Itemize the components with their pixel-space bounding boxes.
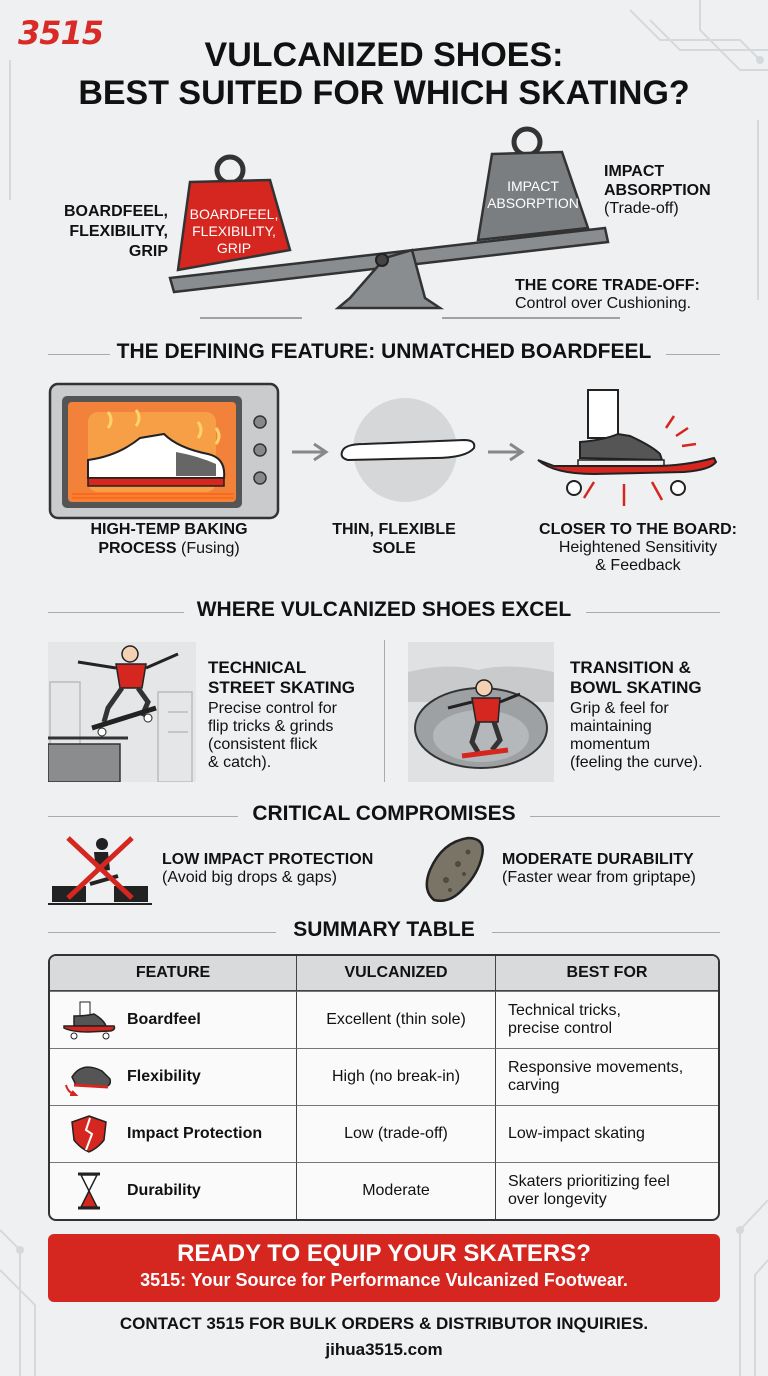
core-tradeoff-note: THE CORE TRADE-OFF: Control over Cushioning. [515, 277, 700, 312]
col-header-best-for: BEST FOR [495, 956, 718, 991]
skate-shoe-icon [61, 998, 117, 1042]
worn-sole-icon [420, 834, 490, 906]
table-row [50, 1048, 718, 1105]
website-link[interactable]: jihua3515.com [325, 1340, 443, 1359]
thin-sole-illustration [334, 396, 480, 506]
brand-logo: 3515 [18, 14, 104, 52]
no-drops-icon [48, 836, 152, 906]
arrow-right-icon [288, 440, 332, 464]
cta-subline: 3515: Your Source for Performance Vulcanized Footwear. [140, 1270, 628, 1290]
step1-caption: HIGH-TEMP BAKING PROCESS (Fusing) [90, 521, 248, 557]
section-summary-table: SUMMARY TABLE [0, 918, 768, 948]
feature-name: Impact Protection [127, 1125, 263, 1142]
cta-headline: READY TO EQUIP YOUR SKATERS? [177, 1240, 591, 1267]
best-for-line: over longevity [508, 1191, 607, 1208]
cta-banner[interactable] [48, 1234, 720, 1302]
shoe-on-skateboard-illustration [534, 388, 724, 512]
feature-name: Boardfeel [127, 1011, 201, 1028]
hourglass-icon [61, 1169, 117, 1213]
broken-shield-icon [61, 1112, 117, 1156]
col-header-vulcanized: VULCANIZED [296, 956, 495, 991]
divider [384, 640, 385, 782]
table-row [50, 991, 718, 1048]
col-header-feature: FEATURE [50, 956, 296, 991]
street-skater-illustration [48, 642, 196, 782]
step3-caption: CLOSER TO THE BOARD: Heightened Sensitivity & Feedback [539, 521, 737, 574]
section-where-excel: WHERE VULCANIZED SHOES EXCEL [0, 598, 768, 628]
left-side-caption: BOARDFEEL, FLEXIBILITY, GRIP [64, 203, 168, 260]
vulcanized-value: High (no break-in) [296, 1048, 495, 1105]
vulcanized-value: Low (trade-off) [296, 1105, 495, 1162]
step2-caption: THIN, FLEXIBLE SOLE [332, 521, 456, 557]
summary-table [48, 954, 720, 1221]
feature-name: Durability [127, 1182, 201, 1199]
best-for-line: carving [508, 1077, 560, 1094]
table-row [50, 1162, 718, 1219]
page-title-line1: VULCANIZED SHOES: [204, 36, 564, 74]
best-for-line: Low-impact skating [508, 1125, 645, 1142]
best-for-line: precise control [508, 1020, 613, 1037]
section-defining-feature: THE DEFINING FEATURE: UNMATCHED BOARDFEEL [0, 340, 768, 370]
table-row [50, 1105, 718, 1162]
left-weight-label: BOARDFEEL, FLEXIBILITY, GRIP [189, 206, 279, 256]
best-for-line: Responsive movements, [508, 1059, 684, 1076]
section-critical-compromises: CRITICAL COMPROMISES [0, 802, 768, 832]
table-header-row [50, 956, 718, 991]
flex-shoe-icon [61, 1055, 117, 1099]
moderate-durability-note: MODERATE DURABILITY (Faster wear from griptape) [502, 851, 696, 886]
low-impact-note: LOW IMPACT PROTECTION (Avoid big drops & gaps) [162, 851, 374, 886]
arrow-right-icon-2 [484, 440, 528, 464]
feature-name: Flexibility [127, 1068, 201, 1085]
contact-line: CONTACT 3515 FOR BULK ORDERS & DISTRIBUTOR INQUIRIES. [119, 1314, 649, 1333]
vulcanized-value: Excellent (thin sole) [296, 991, 495, 1048]
right-weight-label: IMPACT ABSORPTION [487, 178, 579, 211]
bowl-skater-illustration [408, 642, 554, 782]
bowl-skating-card: TRANSITION & BOWL SKATING Grip & feel for maintaining momentum (feeling the curve). [570, 658, 703, 771]
best-for-line: Skaters prioritizing feel [508, 1173, 670, 1190]
street-skating-card: TECHNICAL STREET SKATING Precise control for flip tricks & grinds (consistent flick & catch). [208, 658, 356, 771]
vulcanized-value: Moderate [296, 1162, 495, 1219]
page-title-line2: BEST SUITED FOR WHICH SKATING? [78, 74, 690, 112]
best-for-line: Technical tricks, [508, 1002, 621, 1019]
right-side-caption: IMPACT ABSORPTION (Trade-off) [604, 163, 711, 217]
oven-illustration [48, 382, 280, 522]
